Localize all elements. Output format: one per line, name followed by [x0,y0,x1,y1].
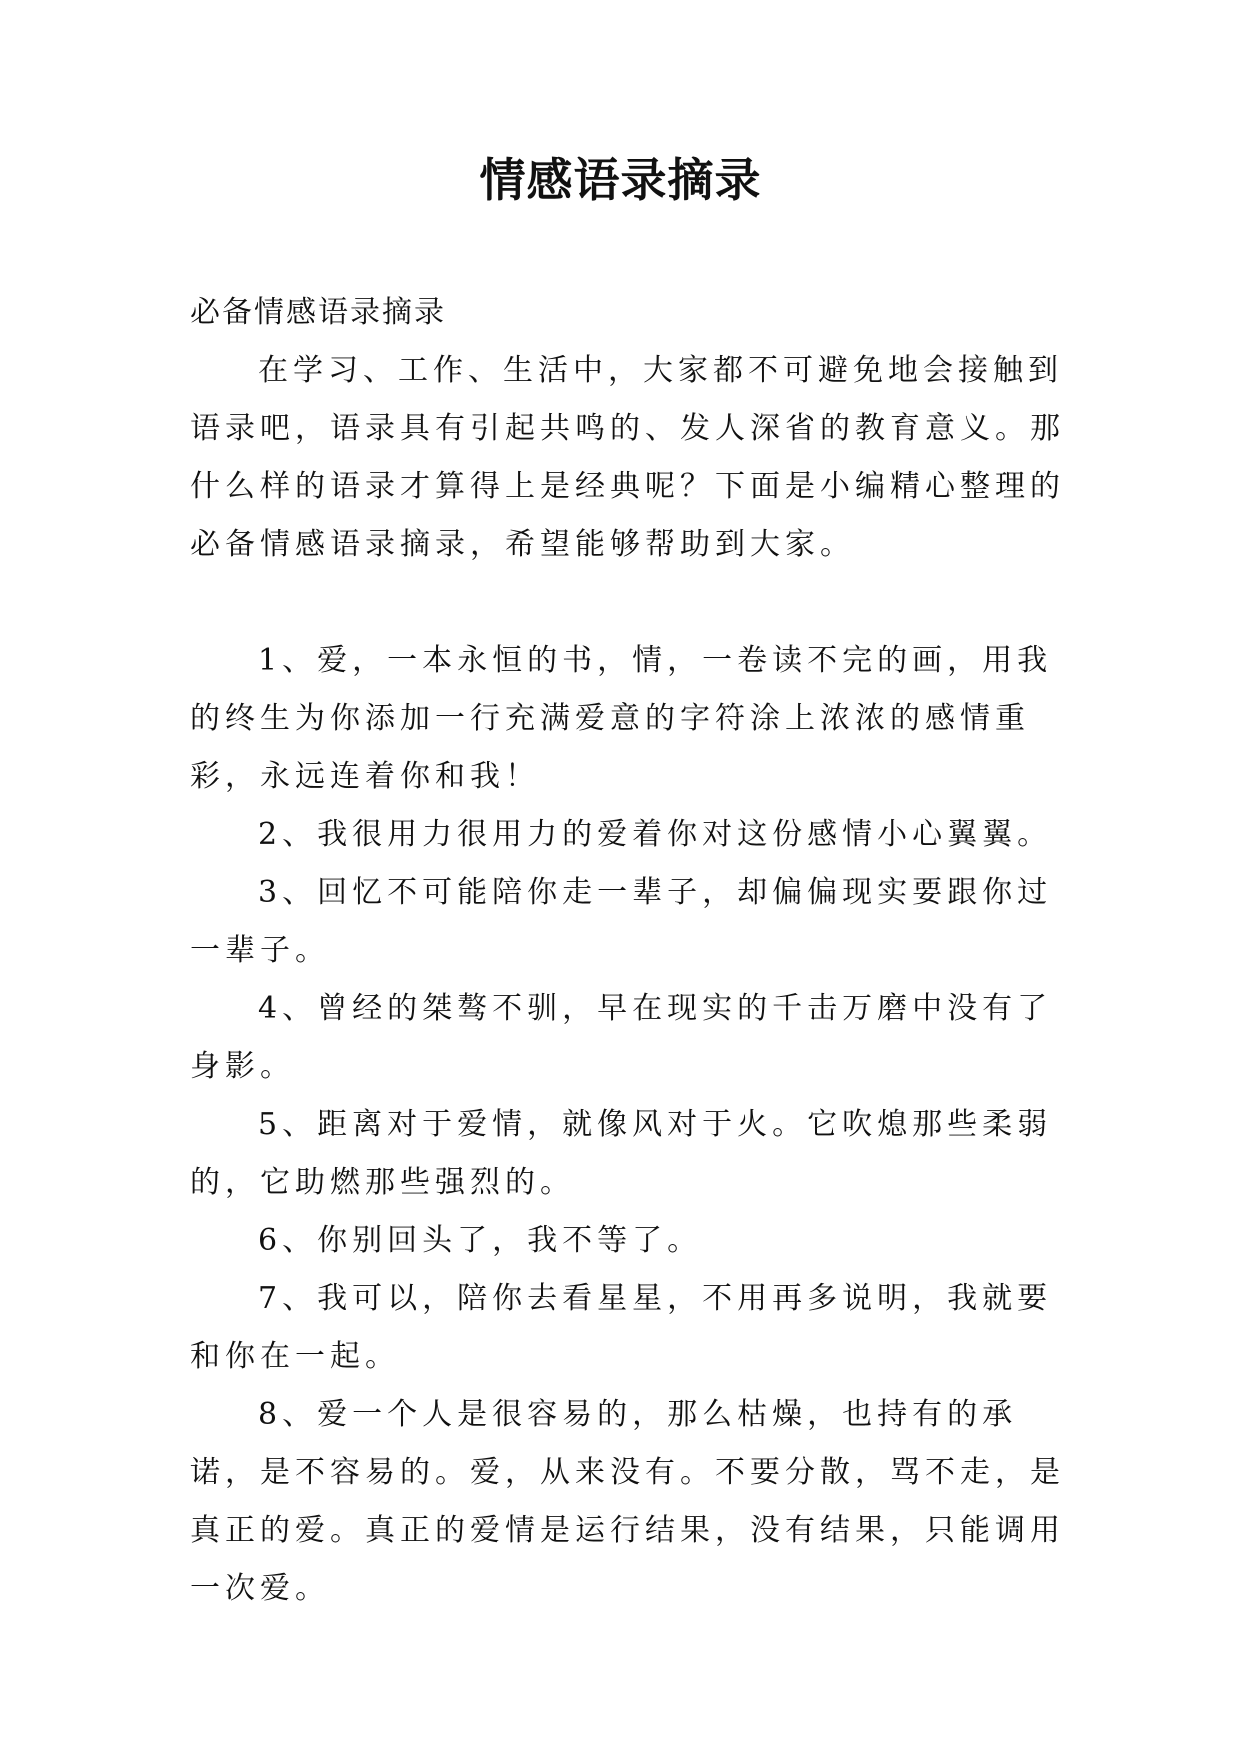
quote-paragraph: 4、曾经的桀骜不驯，早在现实的千击万磨中没有了身影。 [190,991,1053,1084]
quote-paragraph: 3、回忆不可能陪你走一辈子，却偏偏现实要跟你过一辈子。 [190,875,1053,968]
quote-paragraph: 7、我可以，陪你去看星星，不用再多说明，我就要和你在一起。 [190,1281,1053,1374]
quote-paragraph: 5、距离对于爱情，就像风对于火。它吹熄那些柔弱的，它助燃那些强烈的。 [190,1107,1053,1200]
quote-paragraph: 2、我很用力很用力的爱着你对这份感情小心翼翼。 [258,817,1053,852]
document-subtitle: 必备情感语录摘录 [190,295,446,330]
quote-paragraph: 6、你别回头了，我不等了。 [258,1223,703,1258]
intro-paragraph: 在学习、工作、生活中，大家都不可避免地会接触到语录吧，语录具有引起共鸣的、发人深省的教育意义。那什么样的语录才算得上是经典呢？下面是小编精心整理的必备情感语录摘录，希望能够帮助到大家。 [190,353,1065,562]
document-title: 情感语录摘录 [479,153,762,207]
quote-paragraph: 1、爱，一本永恒的书，情，一卷读不完的画，用我的终生为你添加一行充满爱意的字符涂上浓浓的感情重彩，永远连着你和我！ [190,643,1053,794]
quote-paragraph: 8、爱一个人是很容易的，那么枯燥，也持有的承诺，是不容易的。爱，从来没有。不要分散，骂不走，是真正的爱。真正的爱情是运行结果，没有结果，只能调用一次爱。 [190,1397,1065,1606]
document-body [190,284,1070,1618]
